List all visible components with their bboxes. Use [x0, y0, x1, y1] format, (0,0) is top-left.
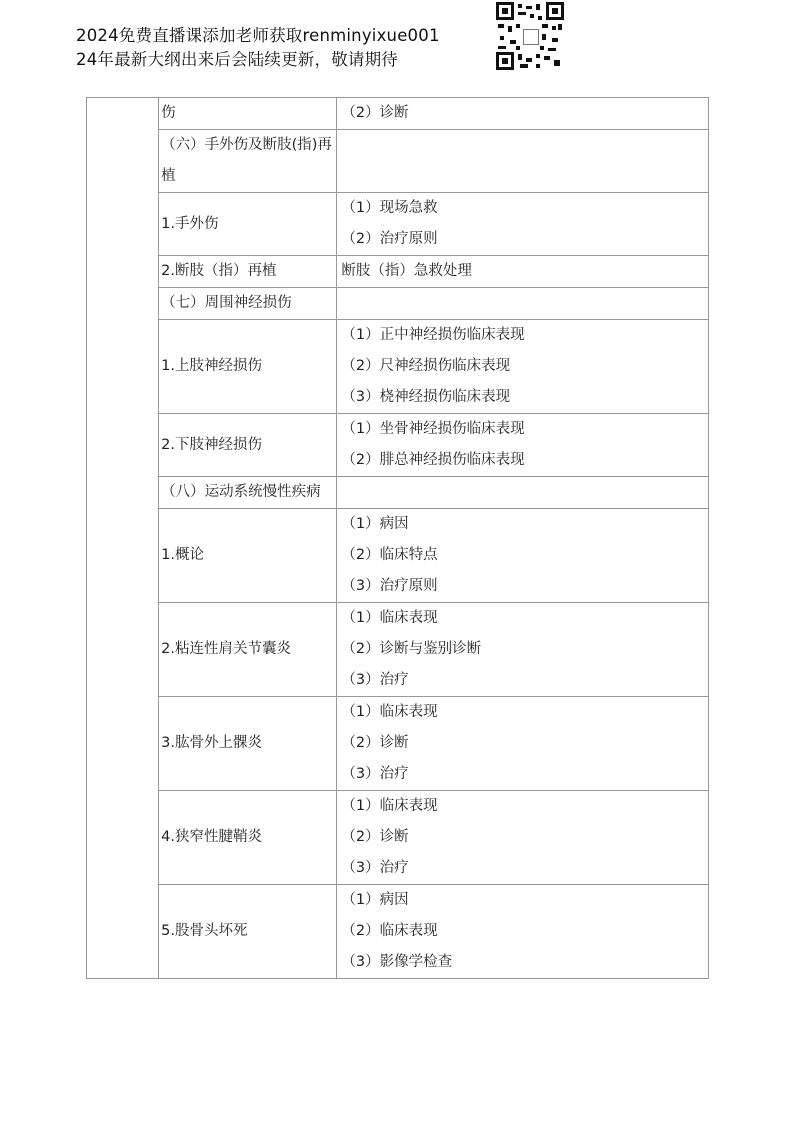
point-text: （1）临床表现	[341, 798, 438, 814]
point-text: （1）病因	[341, 516, 409, 532]
table-row	[87, 603, 709, 697]
point-text: （3）治疗	[341, 766, 409, 782]
point-text: （3）桡神经损伤临床表现	[341, 389, 511, 405]
point-text: （1）临床表现	[341, 704, 438, 720]
table-row	[87, 98, 709, 130]
points-cell	[337, 98, 709, 130]
point-text: （1）现场急救	[341, 200, 438, 216]
point-text: （2）腓总神经损伤临床表现	[341, 452, 525, 468]
topic-cell: 伤	[159, 98, 337, 130]
point-text: （2）尺神经损伤临床表现	[341, 358, 511, 374]
point-text: （3）治疗	[341, 672, 409, 688]
qr-code-icon	[496, 2, 564, 70]
point-text: （2）临床表现	[341, 923, 438, 939]
table-row	[87, 288, 709, 320]
point-text: （1）病因	[341, 892, 409, 908]
points-cell	[337, 509, 709, 603]
points-cell	[337, 320, 709, 414]
point-text: （1）正中神经损伤临床表现	[341, 327, 525, 343]
topic-cell: 1.手外伤	[159, 193, 337, 256]
point-text: （2）诊断	[341, 735, 409, 751]
section-cell	[87, 98, 159, 979]
points-cell	[337, 885, 709, 979]
point-text: （2）诊断	[341, 829, 409, 845]
point-text: （3）治疗原则	[341, 578, 438, 594]
topic-cell: （七）周围神经损伤	[159, 288, 337, 320]
topic-cell: 4.狭窄性腱鞘炎	[159, 791, 337, 885]
topic-cell: 2.粘连性肩关节囊炎	[159, 603, 337, 697]
topic-cell: 1.上肢神经损伤	[159, 320, 337, 414]
point-text: （1）临床表现	[341, 610, 438, 626]
points-cell	[337, 256, 709, 288]
table-row	[87, 414, 709, 477]
table-row	[87, 791, 709, 885]
table-row	[87, 256, 709, 288]
point-text: （2）治疗原则	[341, 231, 438, 247]
table-row	[87, 320, 709, 414]
page-header	[76, 24, 440, 72]
header-line-2: 24年最新大纲出来后会陆续更新，敬请期待	[76, 50, 398, 69]
header-line-1: 2024免费直播课添加老师获取renminyixue001	[76, 26, 440, 45]
table-row	[87, 193, 709, 256]
point-text: （2）诊断与鉴别诊断	[341, 641, 482, 657]
points-cell	[337, 193, 709, 256]
topic-cell: 3.肱骨外上髁炎	[159, 697, 337, 791]
topic-cell: （八）运动系统慢性疾病	[159, 477, 337, 509]
topic-cell: 1.概论	[159, 509, 337, 603]
points-cell	[337, 697, 709, 791]
table-row	[87, 697, 709, 791]
points-cell	[337, 477, 709, 509]
points-cell	[337, 288, 709, 320]
point-text: （3）影像学检查	[341, 954, 453, 970]
points-cell	[337, 130, 709, 193]
topic-cell: 2.断肢（指）再植	[159, 256, 337, 288]
point-text: 断肢（指）急救处理	[341, 263, 472, 279]
point-text: （2）临床特点	[341, 547, 438, 563]
point-text: （2）诊断	[341, 105, 409, 121]
points-cell	[337, 414, 709, 477]
table-row	[87, 509, 709, 603]
table-row	[87, 477, 709, 509]
topic-cell: 5.股骨头坏死	[159, 885, 337, 979]
points-cell	[337, 603, 709, 697]
table-row	[87, 885, 709, 979]
table-row	[87, 130, 709, 193]
point-text: （1）坐骨神经损伤临床表现	[341, 421, 525, 437]
topic-cell: 2.下肢神经损伤	[159, 414, 337, 477]
topic-cell: （六）手外伤及断肢(指)再植	[159, 130, 337, 193]
point-text: （3）治疗	[341, 860, 409, 876]
syllabus-table	[86, 97, 709, 979]
points-cell	[337, 791, 709, 885]
